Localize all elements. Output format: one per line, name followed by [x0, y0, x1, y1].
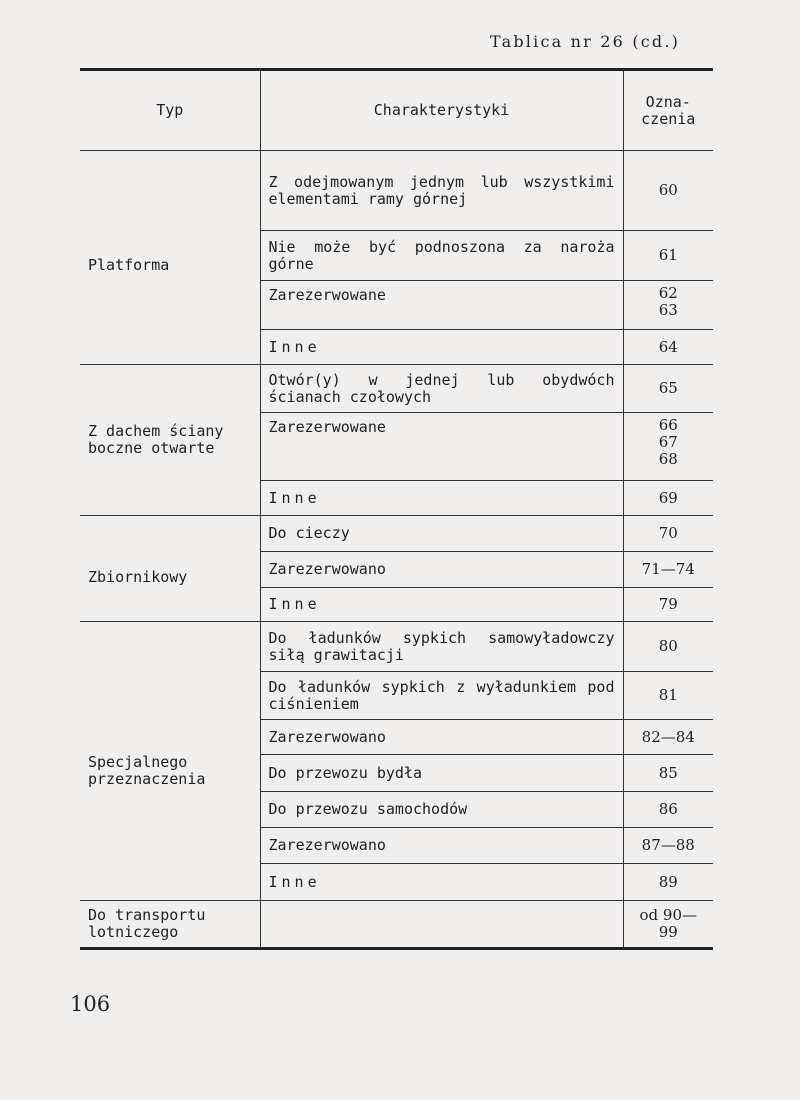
code-cell: 61 [623, 231, 713, 281]
table-caption: Tablica nr 26 (cd.) [490, 32, 681, 51]
description-cell: Inne [260, 481, 623, 516]
description-cell: Do przewozu samochodów [260, 792, 623, 828]
code-cell: 71—74 [623, 552, 713, 588]
type-cell: Specjalnego przeznaczenia [80, 622, 260, 901]
type-cell: Platforma [80, 151, 260, 365]
type-cell: Do transportu lotniczego [80, 901, 260, 949]
code-cell: 64 [623, 330, 713, 365]
code-cell: 81 [623, 672, 713, 720]
code-cell: od 90— 99 [639, 906, 697, 941]
description-cell: Do przewozu bydła [260, 755, 623, 792]
description-cell: Zarezerwowano [260, 720, 623, 755]
wagon-type-table [80, 68, 713, 950]
code-cell: 79 [623, 588, 713, 622]
description-cell: Z odejmowanym jednym lub wszystkimi elementami ramy górnej [260, 151, 623, 231]
description-cell: Inne [260, 864, 623, 901]
code-cell: 66 67 68 [623, 413, 713, 481]
description-cell: Inne [260, 588, 623, 622]
description-cell: Do ładunków sypkich samowyładowczy siłą grawitacji [260, 622, 623, 672]
description-cell: Otwór(y) w jednej lub obydwóch ścianach czołowych [260, 365, 623, 413]
type-cell: Z dachem ściany boczne otwarte [80, 365, 260, 516]
table-header-row [80, 70, 713, 151]
description-cell: Do cieczy [260, 516, 623, 552]
description-cell: Zarezerwowano [260, 552, 623, 588]
description-cell: Do ładunków sypkich z wyładunkiem pod ciśnieniem [260, 672, 623, 720]
description-cell: Zarezerwowane [260, 413, 623, 481]
code-cell: 86 [623, 792, 713, 828]
table-row [80, 151, 713, 231]
code-cell: 85 [623, 755, 713, 792]
column-header-typ: Typ [80, 70, 260, 151]
page-number: 106 [70, 992, 111, 1016]
code-cell: 65 [623, 365, 713, 413]
code-cell: 87—88 [623, 828, 713, 864]
column-header-oznaczenia-text: Ozna- czenia [641, 92, 696, 128]
type-cell: Zbiornikowy [80, 516, 260, 622]
code-cell: 70 [623, 516, 713, 552]
code-cell: 62 63 [623, 281, 713, 330]
column-header-oznaczenia [623, 70, 713, 151]
table-row [80, 622, 713, 672]
description-cell: Nie może być podnoszona za naroża górne [260, 231, 623, 281]
description-cell: Zarezerwowane [260, 281, 623, 330]
code-cell: 80 [623, 622, 713, 672]
description-cell: Zarezerwowano [260, 828, 623, 864]
table-row [80, 901, 713, 949]
description-cell: Inne [260, 330, 623, 365]
column-header-charakterystyki: Charakterystyki [260, 70, 623, 151]
code-cell: 82—84 [623, 720, 713, 755]
table-row [80, 365, 713, 413]
table-row [80, 516, 713, 552]
code-cell: 60 [623, 151, 713, 231]
code-cell: 69 [623, 481, 713, 516]
code-cell: 89 [623, 864, 713, 901]
description-cell [260, 901, 623, 949]
